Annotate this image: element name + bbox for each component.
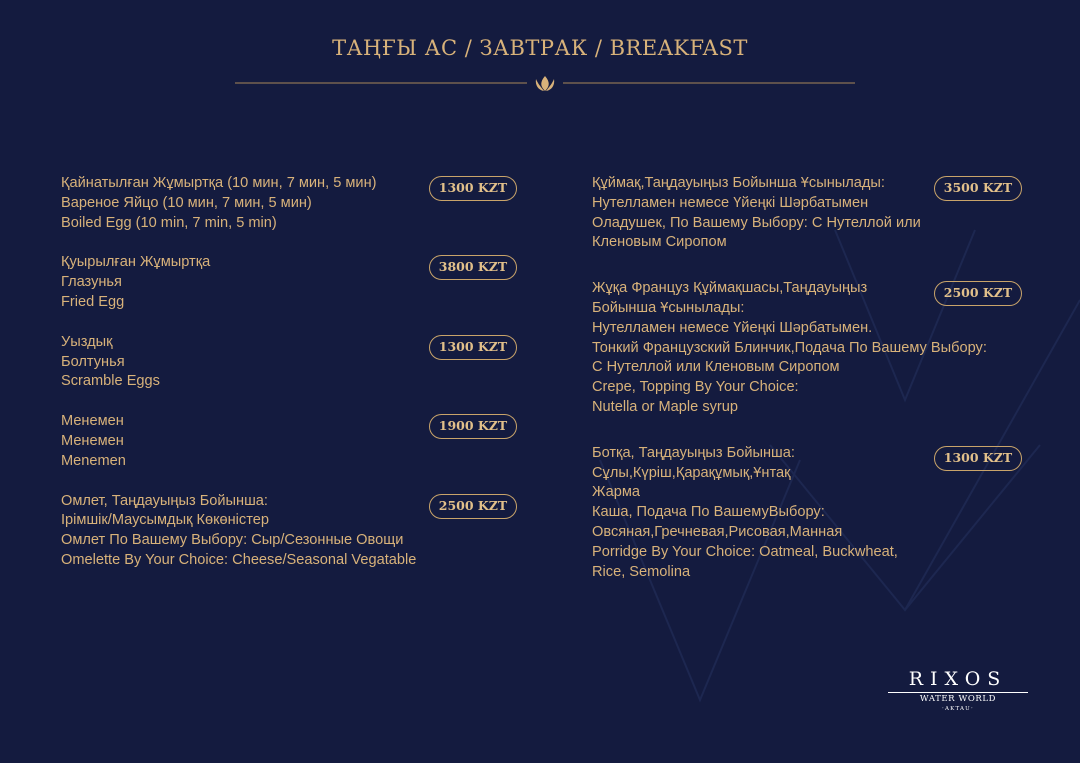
menu-item-pancakes	[592, 174, 1032, 253]
item-line: С Нутеллой или Кленовым Сиропом	[592, 359, 840, 376]
logo-divider	[888, 692, 1028, 693]
price-badge: 3800 KZT	[429, 255, 517, 280]
item-line: Ботқа, Таңдауыңыз Бойынша:	[592, 444, 795, 461]
left-menu-column	[61, 174, 521, 571]
logo-brand: RIXOS	[908, 668, 1008, 690]
logo-location: ·AKTAU·	[942, 706, 974, 712]
item-line: Ірімшік/Маусымдық Көкөністер	[61, 512, 269, 529]
item-line: Уыздық	[61, 333, 113, 350]
item-line: Тонкий Французский Блинчик,Подача По Вашему Выбору:	[592, 339, 987, 356]
item-line: Menemen	[61, 452, 126, 469]
item-line: Овсяная,Гречневая,Рисовая,Манная	[592, 523, 843, 540]
menu-item-porridge	[592, 444, 1032, 583]
item-line: Омлет, Таңдауыңыз Бойынша:	[61, 492, 268, 509]
item-line: Жұқа Француз Құймақшасы,Таңдауыңыз	[592, 280, 868, 297]
item-line: Crepe, Topping By Your Choice:	[592, 379, 799, 396]
item-line: Менемен	[61, 432, 124, 449]
item-line: Бойынша Ұсынылады:	[592, 299, 745, 316]
item-line: Қайнатылған Жұмыртқа (10 мин, 7 мин, 5 мин)	[61, 175, 377, 191]
menu-item-scramble-eggs	[61, 333, 521, 392]
item-line: Каша, Подача По ВашемуВыбору:	[592, 504, 825, 521]
item-line: Boiled Egg (10 min, 7 min, 5 min)	[61, 214, 277, 231]
item-line: Fried Egg	[61, 293, 125, 310]
item-line: Нутелламен немесе Үйеңкі Шәрбатымен	[592, 194, 869, 211]
price-badge: 2500 KZT	[934, 281, 1022, 306]
title-divider	[235, 72, 855, 94]
item-line: Құймақ,Таңдауыңыз Бойынша Ұсынылады:	[592, 175, 885, 191]
menu-item-omelette	[61, 492, 521, 571]
page-title: ТАҢҒЫ АС / ЗАВТРАК / BREAKFAST	[332, 36, 748, 60]
right-menu-column	[592, 174, 1032, 582]
price-badge: 1300 KZT	[429, 176, 517, 201]
menu-item-crepe	[592, 279, 1032, 418]
price-badge: 1900 KZT	[429, 414, 517, 439]
menu-item-fried-egg	[61, 253, 521, 312]
item-line: Қуырылған Жұмыртқа	[61, 254, 211, 271]
item-line: Менемен	[61, 413, 124, 430]
item-line: Болтунья	[61, 353, 125, 370]
menu-item-boiled-egg	[61, 174, 521, 233]
item-line: Омлет По Вашему Выбору: Сыр/Сезонные Овощи	[61, 532, 404, 549]
logo-subtitle: WATER WORLD	[919, 694, 997, 704]
price-badge: 1300 KZT	[934, 446, 1022, 471]
item-line: Нутелламен немесе Үйеңкі Шәрбатымен.	[592, 319, 873, 336]
price-badge: 2500 KZT	[429, 494, 517, 519]
price-badge: 3500 KZT	[934, 176, 1022, 201]
item-line: Вареное Яйцо (10 мин, 7 мин, 5 мин)	[61, 194, 312, 211]
menu-item-menemen	[61, 412, 521, 471]
item-line: Кленовым Сиропом	[592, 234, 727, 251]
item-line: Глазунья	[61, 274, 122, 291]
item-line: Жарма	[592, 484, 641, 501]
price-badge: 1300 KZT	[429, 335, 517, 360]
item-line: Оладушек, По Вашему Выбору: С Нутеллой или	[592, 214, 921, 231]
item-line: Omelette By Your Choice: Cheese/Seasonal Vegatable	[61, 551, 417, 568]
item-line: Сұлы,Күріш,Қарақұмық,Ұнтақ	[592, 464, 791, 481]
item-line: Rice, Semolina	[592, 563, 691, 580]
rixos-logo	[888, 668, 1028, 713]
item-line: Nutella or Maple syrup	[592, 398, 739, 415]
item-line: Scramble Eggs	[61, 373, 160, 390]
item-line: Porridge By Your Choice: Oatmeal, Buckwheat,	[592, 543, 898, 560]
